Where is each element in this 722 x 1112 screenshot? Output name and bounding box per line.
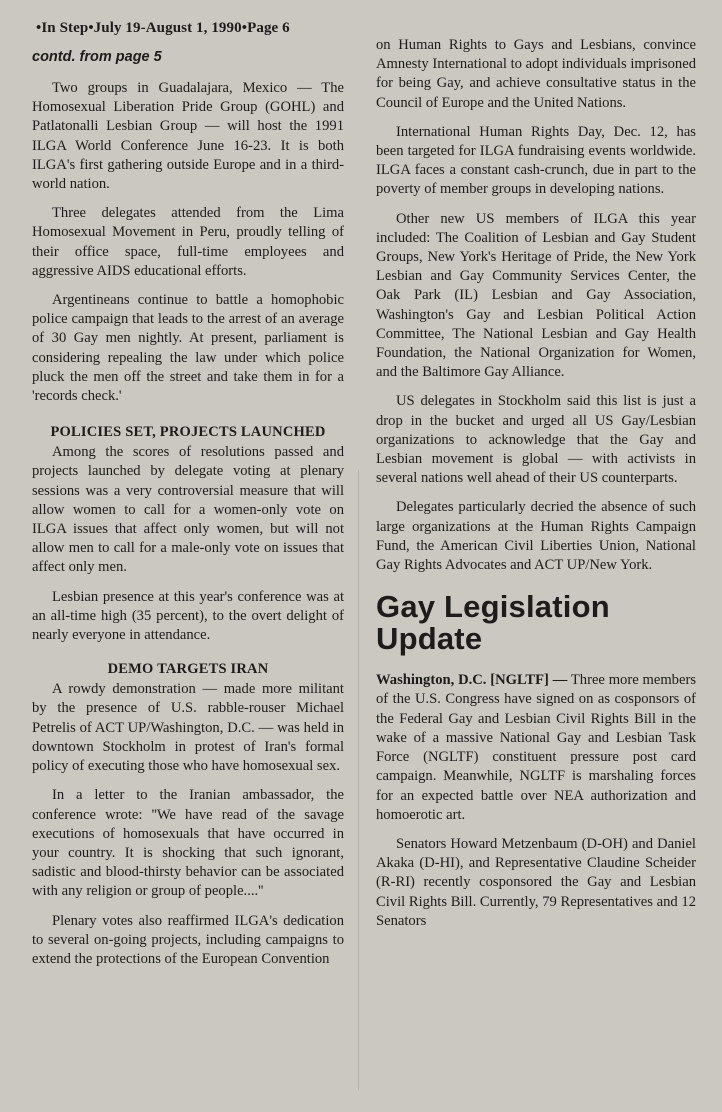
paragraph: Plenary votes also reaffirmed ILGA's dedication to several on-going projects, including campaigns to extend the protections of the European Convention	[32, 912, 344, 967]
left-column	[0, 0, 360, 1112]
right-column	[360, 0, 722, 1112]
paragraph: Delegates particularly decried the absence of such large organizations at the Human Rights Campaign Fund, the American Civil Liberties Union, National Gay Rights Advocates and ACT UP/New York.	[376, 499, 696, 574]
paragraph: on Human Rights to Gays and Lesbians, convince Amnesty International to adopt individuals imprisoned for being Gay, and achieve consultative status in the Council of Europe and the United Nations.	[376, 37, 696, 111]
page-header: •In Step•July 19-August 1, 1990•Page 6	[36, 20, 290, 36]
dateline: Washington, D.C. [NGLTF] —	[376, 672, 568, 689]
article-headline	[376, 591, 696, 655]
paragraph: Senators Howard Metzenbaum (D-OH) and Daniel Akaka (D-HI), and Representative Claudine Scheider (R-RI) recently cosponsored the Gay and Lesbian Civil Rights Bill. Currently, 79 Representatives and 12 Senators	[376, 835, 696, 929]
subhead-iran: DEMO TARGETS IRAN	[107, 661, 269, 678]
headline-line: Gay Legislation	[376, 589, 610, 625]
paragraph: Lesbian presence at this year's conference was at an all-time high (35 percent), to the overt delight of nearly everyone in attendance.	[32, 588, 344, 644]
paragraph: International Human Rights Day, Dec. 12, has been targeted for ILGA fundraising events worldwide. ILGA faces a constant cash-crunch, due in part to the poverty of member groups in developing nations.	[376, 123, 696, 198]
paragraph: Other new US members of ILGA this year included: The Coalition of Lesbian and Gay Student Groups, New York's Heritage of Pride, the New York Lesbian and Gay Community Services Center, the Oak Park (IL) Lesbian and Gay Association, Washington's Gay and Lesbian Political Action Committee, The National Lesbian and Gay Health Foundation, the National Organization for Women, and the Baltimore Gay Alliance.	[376, 210, 696, 381]
paragraph: Among the scores of resolutions passed and projects launched by delegate voting at plenary sessions was a very controversial measure that will allow women to call for a women-only vote on ILGA issues that affect only women, but will not allow men to call for a male-only vote on issues that affect only men.	[32, 444, 344, 576]
column-divider	[358, 470, 359, 1090]
paragraph: Argentineans continue to battle a homophobic police campaign that leads to the arrest of an average of 30 Gay men nightly. At present, parliament is considering repealing the law under which police pluck the men off the street and take them in for a 'records check.'	[32, 292, 344, 405]
headline-line: Update	[376, 621, 483, 657]
paragraph: US delegates in Stockholm said this list is just a drop in the bucket and urged all US Gay/Lesbian organizations to acknowledge that the Gay and Lesbian movement is global — with activists in several nations well ahead of their US counterparts.	[376, 393, 696, 487]
paragraph-dateline	[376, 671, 696, 825]
paragraph: A rowdy demonstration — made more militant by the presence of U.S. rabble-rouser Michael Petrelis of ACT UP/Washington, D.C. — was held in downtown Stockholm in protest of Iran's formal policy of executing those who have homosexual sex.	[32, 681, 344, 775]
subhead-policies: POLICIES SET, PROJECTS LAUNCHED	[50, 424, 326, 441]
continued-label: contd. from page 5	[32, 49, 162, 65]
paragraph: In a letter to the Iranian ambassador, the conference wrote: ''We have read of the savage executions of homosexuals that have occurred in your country. It is shocking that such ignorant, sadistic and blood-thirsty behavior can be associated with any religion or group of people....''	[32, 787, 344, 900]
paragraph-text: Three more members of the U.S. Congress have signed on as cosponsors of the Federal Gay and Lesbian Civil Rights Bill in the wake of a massive National Gay and Lesbian Task Force (NGLTF) constituent pressure post card campaign. Meanwhile, NGLTF is marshaling forces for an expected battle over NEA authorization and homoerotic art.	[376, 672, 696, 823]
paragraph: Two groups in Guadalajara, Mexico — The Homosexual Liberation Pride Group (GOHL) and Patlatonalli Lesbian Group — will host the 1991 ILGA World Conference June 16-23. It is both ILGA's first gathering outside Europe and in a third-world nation.	[32, 80, 344, 193]
paragraph: Three delegates attended from the Lima Homosexual Movement in Peru, proudly telling of their office space, full-time employees and aggressive AIDS educational efforts.	[32, 205, 344, 279]
